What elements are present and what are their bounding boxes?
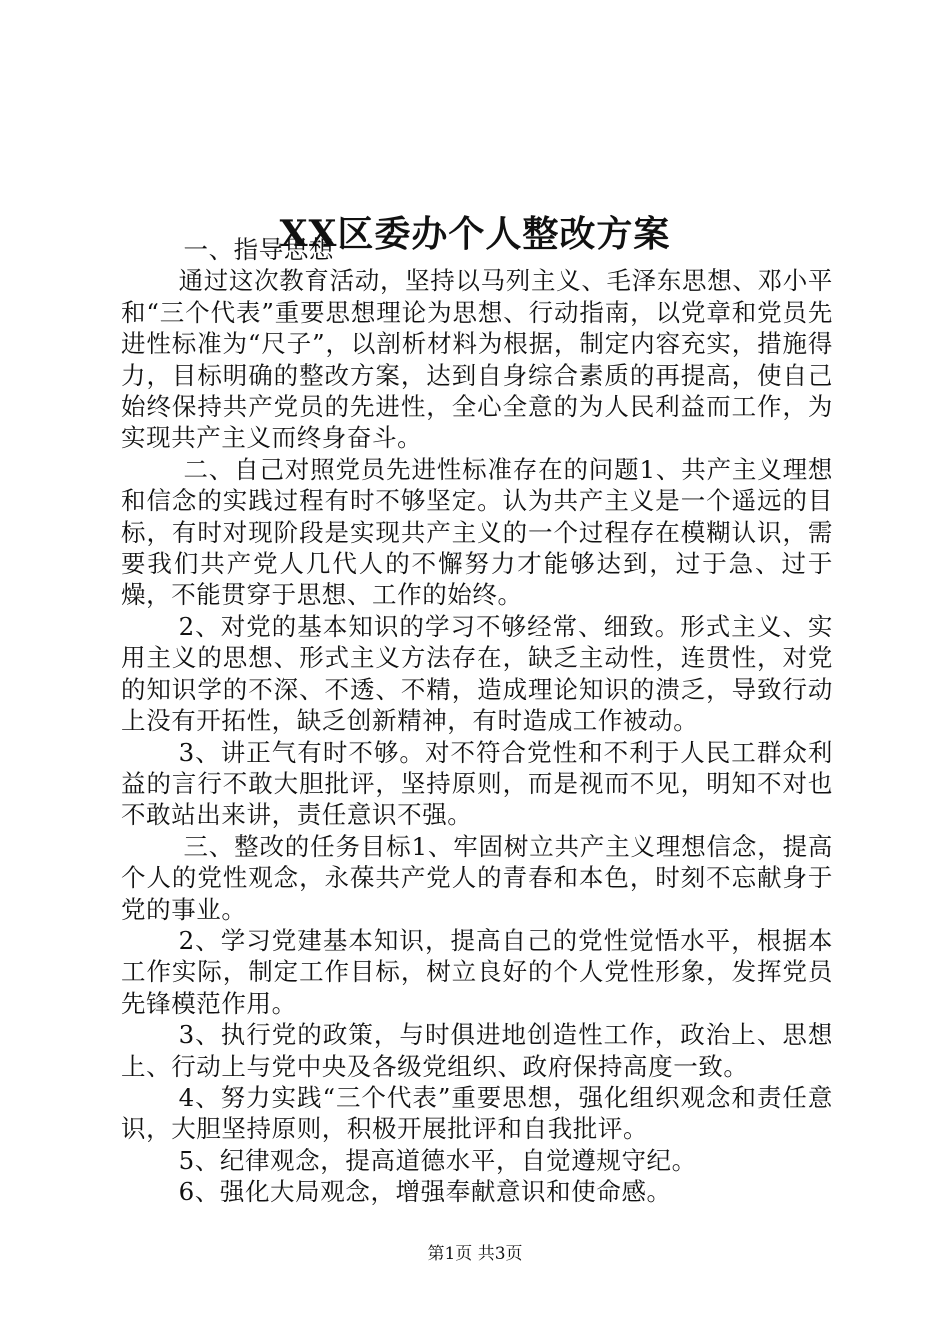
paragraph-goals-5: 5、纪律观念，提高道德水平，自觉遵规守纪。 [178,1145,697,1175]
paragraph-problems-2: 2、对党的基本知识的学习不够经常、细致。形式主义、实用主义的思想、形式主义方法存在，缺乏主动性，连贯性，对党的知识学的不深、不透、不精，造成理论知识的溃乏，导致行动上没有开拓性，缺乏创新精神，有时造成工作被动。 [121,611,833,736]
paragraph-goals-4: 4、努力实践“三个代表”重要思想，强化组织观念和责任意识，大胆坚持原则，积极开展批评和自我批评。 [121,1082,833,1144]
paragraph-goals-1: 三、整改的任务目标1、牢固树立共产主义理想信念，提高个人的党性观念，永葆共产党人的青春和本色，时刻不忘献身于党的事业。 [121,831,833,924]
paragraph-guiding-ideology: 通过这次教育活动，坚持以马列主义、毛泽东思想、邓小平和“三个代表”重要思想理论为思想、行动指南，以党章和党员先进性标准为“尺子”，以剖析材料为根据，制定内容充实，措施得力，目标明确的整改方案，达到自身综合素质的再提高，使自己始终保持共产党员的先进性，全心全意的为人民利益而工作，为实现共产主义而终身奋斗。 [121,266,833,453]
section-heading-guiding-ideology: 一、指导思想 [183,235,335,264]
paragraph-problems-3: 3、讲正气有时不够。对不符合党性和不利于人民工群众利益的言行不敢大胆批评，坚持原则，而是视而不见，明知不对也不敢站出来讲，责任意识不强。 [121,737,833,830]
paragraph-goals-6: 6、强化大局观念，增强奉献意识和使命感。 [178,1177,672,1207]
document-body [121,234,833,1208]
page-footer: 第1页 共3页 [427,1244,523,1264]
document-title: XX区委办个人整改方案 [279,213,671,256]
paragraph-goals-3: 3、执行党的政策，与时俱进地创造性工作，政治上、思想上、行动上与党中央及各级党组织、政府保持高度一致。 [121,1020,833,1081]
paragraph-problems-1: 二、自己对照党员先进性标准存在的问题1、共产主义理想和信念的实践过程有时不够坚定。认为共产主义是一个遥远的目标，有时对现阶段是实现共产主义的一个过程存在模糊认识，需要我们共产党人几代人的不懈努力才能够达到，过于急、过于燥，不能贯穿于思想、工作的始终。 [121,454,833,610]
paragraph-goals-2: 2、学习党建基本知识，提高自己的党性觉悟水平，根据本工作实际，制定工作目标，树立良好的个人党性形象，发挥党员先锋模范作用。 [121,925,833,1018]
